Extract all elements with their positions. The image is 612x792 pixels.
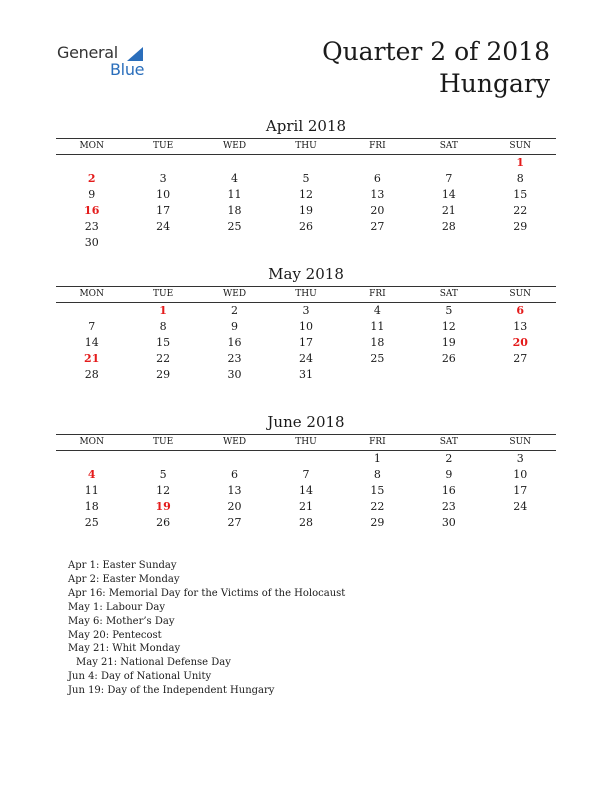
day-cell: 11 (227, 188, 242, 201)
day-cell: 16 (441, 484, 456, 497)
day-cell: 10 (513, 468, 528, 481)
day-cell: 12 (156, 484, 171, 497)
day-cell: 7 (88, 320, 96, 333)
day-cell: 24 (513, 500, 528, 513)
holiday-entry: Apr 16: Memorial Day for the Victims of the Holocaust (68, 587, 346, 599)
holiday-list (68, 559, 345, 698)
day-cell (413, 367, 484, 383)
day-cell: 10 (298, 320, 313, 333)
logo-triangle-icon (127, 47, 143, 61)
month-april (56, 117, 556, 251)
day-cell: 13 (513, 320, 528, 333)
day-cell: 7 (445, 172, 453, 185)
day-cell: 5 (445, 304, 453, 317)
holiday-day-cell: 1 (159, 304, 167, 317)
weekday-label: MON (79, 437, 104, 447)
day-cell: 12 (441, 320, 456, 333)
day-cell: 17 (298, 336, 313, 349)
weekday-label: WED (223, 437, 247, 447)
weekday-label: THU (295, 289, 317, 299)
day-cell: 11 (84, 484, 99, 497)
day-cell: 18 (84, 500, 99, 513)
weekday-label: SUN (509, 289, 532, 299)
day-cell: 4 (231, 172, 239, 185)
day-cell: 8 (516, 172, 524, 185)
holiday-day-cell: 20 (512, 336, 528, 349)
day-cell (270, 235, 341, 251)
day-cell: 14 (298, 484, 313, 497)
day-cell: 25 (370, 352, 385, 365)
week-row (56, 203, 556, 219)
day-cell: 19 (298, 204, 313, 217)
holiday-day-cell: 1 (516, 156, 525, 169)
day-cell (56, 303, 127, 319)
day-cell: 23 (227, 352, 242, 365)
day-cell: 13 (370, 188, 385, 201)
weekday-label: MON (79, 141, 104, 151)
holiday-entry: Apr 2: Easter Monday (68, 573, 180, 585)
week-row (56, 483, 556, 499)
day-cell: 28 (441, 220, 456, 233)
day-cell (127, 235, 198, 251)
weekday-header (56, 138, 556, 155)
day-cell: 2 (445, 452, 453, 465)
weekday-label: FRI (369, 141, 386, 151)
day-cell: 23 (84, 220, 99, 233)
weekday-label: TUE (153, 437, 174, 447)
day-cell: 20 (370, 204, 385, 217)
day-cell: 2 (231, 304, 239, 317)
country-title: Hungary (439, 69, 550, 98)
holiday-entry: May 21: National Defense Day (76, 657, 231, 669)
day-cell: 21 (441, 204, 456, 217)
day-cell: 27 (370, 220, 385, 233)
day-cell: 18 (370, 336, 385, 349)
weekday-label: SUN (509, 141, 532, 151)
day-cell (199, 155, 270, 171)
day-cell: 15 (513, 188, 528, 201)
day-cell: 10 (156, 188, 171, 201)
holiday-day-cell: 2 (87, 172, 96, 185)
weekday-label: FRI (369, 437, 386, 447)
day-cell: 25 (227, 220, 242, 233)
week-row (56, 451, 556, 467)
day-cell: 14 (84, 336, 99, 349)
weekday-header (56, 434, 556, 451)
day-cell: 27 (513, 352, 528, 365)
week-row (56, 351, 556, 367)
weekday-label: SAT (439, 141, 458, 151)
holiday-entry: May 6: Mother’s Day (68, 615, 175, 627)
day-cell: 17 (513, 484, 528, 497)
week-row (56, 499, 556, 515)
weekday-label: SAT (439, 437, 458, 447)
weekday-label: MON (79, 289, 104, 299)
day-cell: 28 (84, 368, 99, 381)
day-cell: 9 (88, 188, 96, 201)
week-row (56, 515, 556, 531)
week-row (56, 303, 556, 319)
day-cell: 6 (373, 172, 381, 185)
day-cell (270, 155, 341, 171)
holiday-day-cell: 16 (84, 204, 100, 217)
week-row (56, 187, 556, 203)
weekday-label: WED (223, 141, 247, 151)
day-cell: 30 (441, 516, 456, 529)
day-cell: 31 (298, 368, 313, 381)
day-cell: 7 (302, 468, 310, 481)
day-cell: 30 (227, 368, 242, 381)
day-cell (485, 515, 556, 531)
day-cell (127, 451, 198, 467)
day-cell: 14 (441, 188, 456, 201)
day-cell (199, 235, 270, 251)
weekday-label: THU (295, 141, 317, 151)
month-title: April 2018 (265, 117, 347, 135)
day-cell (127, 155, 198, 171)
day-cell (342, 367, 413, 383)
day-cell: 23 (441, 500, 456, 513)
week-row (56, 219, 556, 235)
month-title: May 2018 (268, 265, 344, 283)
week-row (56, 335, 556, 351)
holiday-day-cell: 6 (516, 304, 525, 317)
day-cell: 26 (441, 352, 456, 365)
quarter-title: Quarter 2 of 2018 (322, 37, 550, 66)
day-cell: 22 (370, 500, 385, 513)
holiday-day-cell: 21 (84, 352, 100, 365)
day-cell: 3 (516, 452, 524, 465)
day-cell: 5 (302, 172, 310, 185)
day-cell (485, 367, 556, 383)
weekday-label: TUE (153, 141, 174, 151)
day-cell: 12 (298, 188, 313, 201)
day-cell: 18 (227, 204, 242, 217)
day-cell: 3 (159, 172, 167, 185)
day-cell: 27 (227, 516, 242, 529)
weekday-header (56, 286, 556, 303)
holiday-entry: May 21: Whit Monday (68, 643, 181, 655)
holiday-entry: May 1: Labour Day (68, 601, 165, 613)
day-cell: 28 (298, 516, 313, 529)
day-cell (342, 235, 413, 251)
day-cell: 26 (298, 220, 313, 233)
day-cell: 15 (370, 484, 385, 497)
day-cell: 1 (373, 452, 381, 465)
day-cell: 9 (445, 468, 453, 481)
day-cell: 13 (227, 484, 242, 497)
day-cell (342, 155, 413, 171)
page-title (322, 36, 550, 100)
weekday-label: SAT (439, 289, 458, 299)
week-row (56, 155, 556, 171)
day-cell: 19 (441, 336, 456, 349)
day-cell: 15 (156, 336, 171, 349)
day-cell: 24 (156, 220, 171, 233)
day-cell (199, 451, 270, 467)
day-cell: 8 (373, 468, 381, 481)
weekday-label: SUN (509, 437, 532, 447)
generalblue-logo (57, 43, 167, 83)
week-row (56, 235, 556, 251)
day-cell: 22 (513, 204, 528, 217)
day-cell: 5 (159, 468, 167, 481)
logo-word-general: General (57, 43, 118, 62)
day-cell: 11 (370, 320, 385, 333)
day-cell (56, 451, 127, 467)
holiday-entry: Jun 4: Day of National Unity (68, 671, 212, 683)
day-cell (270, 451, 341, 467)
week-row (56, 467, 556, 483)
day-cell: 16 (227, 336, 242, 349)
day-cell: 21 (298, 500, 313, 513)
day-cell: 20 (227, 500, 242, 513)
holiday-day-cell: 19 (155, 500, 171, 513)
day-cell: 4 (373, 304, 381, 317)
day-cell (413, 235, 484, 251)
week-row (56, 367, 556, 383)
day-cell: 29 (370, 516, 385, 529)
month-title: June 2018 (267, 413, 345, 431)
day-cell: 8 (159, 320, 167, 333)
day-cell (485, 235, 556, 251)
weekday-label: WED (223, 289, 247, 299)
holiday-day-cell: 4 (87, 468, 96, 481)
day-cell: 30 (84, 236, 99, 249)
day-cell: 25 (84, 516, 99, 529)
day-cell: 9 (231, 320, 239, 333)
day-cell: 29 (156, 368, 171, 381)
day-cell: 17 (156, 204, 171, 217)
day-cell (56, 155, 127, 171)
day-cell: 29 (513, 220, 528, 233)
month-may (56, 265, 556, 383)
holiday-entry: Jun 19: Day of the Independent Hungary (68, 685, 275, 697)
week-row (56, 319, 556, 335)
weekday-label: TUE (153, 289, 174, 299)
day-cell: 24 (298, 352, 313, 365)
day-cell: 3 (302, 304, 310, 317)
weekday-label: FRI (369, 289, 386, 299)
week-row (56, 171, 556, 187)
month-june (56, 413, 556, 531)
holiday-entry: Apr 1: Easter Sunday (68, 560, 177, 571)
day-cell: 22 (156, 352, 171, 365)
day-cell: 6 (231, 468, 239, 481)
logo-word-blue: Blue (110, 60, 145, 79)
holiday-entry: May 20: Pentecost (68, 629, 162, 641)
weekday-label: THU (295, 437, 317, 447)
day-cell: 26 (156, 516, 171, 529)
day-cell (413, 155, 484, 171)
